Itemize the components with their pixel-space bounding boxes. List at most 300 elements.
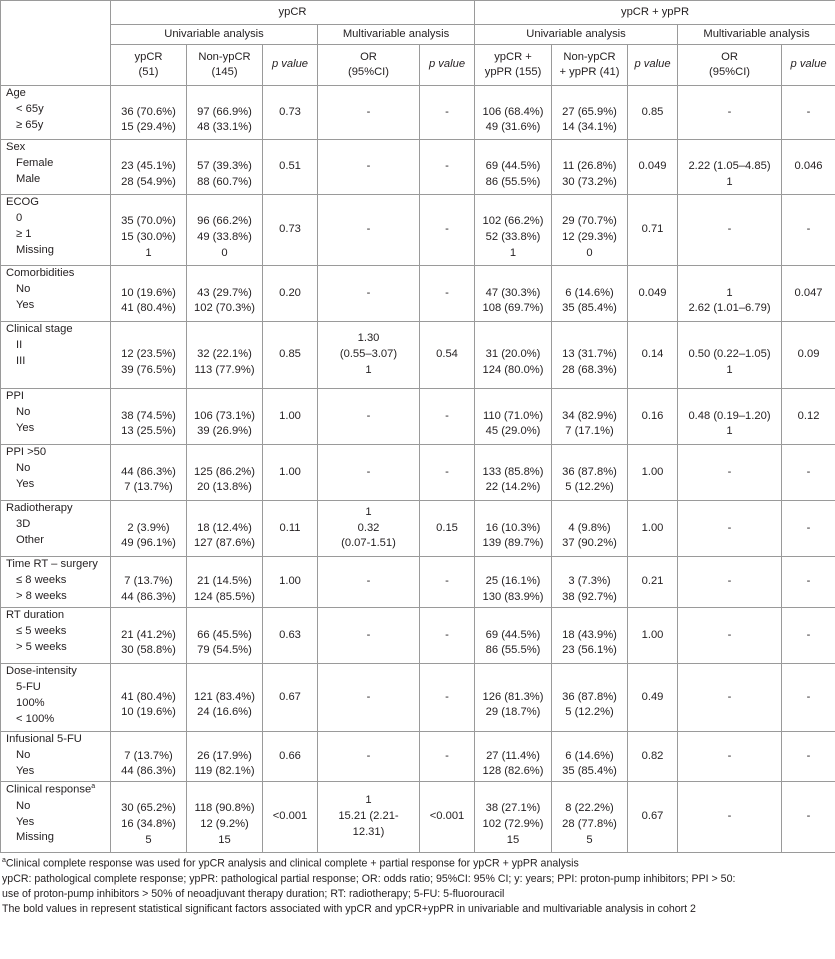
ypcr-ypr-count-line (477, 505, 549, 521)
ypcr-count-line: 35 (70.0%) (121, 215, 176, 228)
table-row (1, 501, 835, 557)
ypcr-count-line (113, 674, 184, 690)
non-ypcr-ypr-count-line: 14 (34.1%) (562, 121, 617, 134)
odds-ratio (678, 732, 782, 782)
ypcr-count-line (113, 733, 184, 749)
ypcr-ypr-count (475, 445, 552, 501)
p-value: 0.67 (263, 664, 318, 732)
ypcr-ypr-count-line (477, 143, 549, 159)
odds-ratio-line (680, 270, 779, 286)
non-ypcr-ypr-count-line: 36 (87.8%) (562, 465, 617, 478)
multivariable-p-value: - (782, 445, 835, 501)
ypcr-count-line (113, 270, 184, 286)
p-value: 1.00 (263, 389, 318, 445)
odds-ratio (678, 501, 782, 557)
odds-ratio-line: 15.21 (2.21- (338, 810, 399, 823)
non-ypcr-ypr-count-line: 30 (73.2%) (562, 175, 617, 188)
variable-category: Yes (16, 815, 35, 828)
variable-name: Sex (6, 141, 26, 153)
non-ypcr-count-line: 79 (54.5%) (197, 644, 252, 657)
non-ypcr-ypr-count-line: 29 (70.7%) (562, 215, 617, 228)
ypcr-count (111, 140, 187, 195)
non-ypcr-count (187, 195, 263, 266)
table-row (1, 557, 835, 608)
multivariable-header-2: Multivariable analysis (678, 25, 835, 45)
ypcr-count-line: 41 (80.4%) (121, 690, 176, 703)
p-value: 0.85 (628, 86, 678, 140)
ypcr-ypr-count-line: 45 (29.0%) (485, 425, 541, 438)
variable-name: Dose-intensity (6, 665, 77, 677)
ypcr-count-line (113, 785, 184, 801)
footnote-marker: a (91, 783, 96, 790)
p-value: 0.67 (628, 782, 678, 853)
odds-ratio (678, 86, 782, 140)
variable-category: No (16, 282, 31, 295)
non-ypcr-ypr-count-line (554, 270, 625, 286)
non-ypcr-ypr-count-line: 4 (9.8%) (568, 521, 611, 534)
table-row (1, 445, 835, 501)
col-or-2: OR (95%CI) (678, 45, 782, 86)
non-ypcr-count-line: 106 (73.1%) (194, 409, 255, 422)
ypcr-ypr-count-line: 25 (16.1%) (485, 575, 541, 588)
odds-ratio (678, 608, 782, 664)
non-ypcr-count-line: 43 (29.7%) (197, 286, 252, 299)
non-ypcr-count-line (189, 674, 260, 690)
ypcr-count-line: 36 (70.6%) (121, 105, 176, 118)
odds-ratio (318, 501, 420, 557)
non-ypcr-ypr-count (552, 732, 628, 782)
non-ypcr-ypr-count (552, 322, 628, 389)
table-row (1, 140, 835, 195)
table-row (1, 322, 835, 389)
odds-ratio (678, 140, 782, 195)
p-value: 0.21 (628, 557, 678, 608)
ypcr-ypr-count (475, 389, 552, 445)
odds-ratio (678, 389, 782, 445)
ypcr-ypr-count-line: 106 (68.4%) (482, 105, 544, 118)
multivariable-p-value: - (420, 664, 475, 732)
variable-category: Yes (16, 298, 35, 311)
ypcr-count-line (113, 505, 184, 521)
ypcr-count (111, 195, 187, 266)
multivariable-p-value: - (782, 732, 835, 782)
ypcr-count-line: 10 (19.6%) (121, 706, 176, 719)
footnote-a: $^a$Clinical complete response was used for ypCR analysis and clinical complete + partial response for ypCR + ypPR analysis (2, 857, 579, 870)
non-ypcr-ypr-count-line: 11 (26.8%) (562, 160, 617, 173)
variable-label (1, 782, 111, 853)
odds-ratio (318, 195, 420, 266)
ypcr-ypr-count-line: 130 (83.9%) (482, 590, 544, 603)
variable-label (1, 445, 111, 501)
variable-name: Infusional 5-FU (6, 733, 82, 745)
odds-ratio-line: - (366, 575, 371, 588)
multivariable-p-value: - (420, 195, 475, 266)
variable-name: Radiotherapy (6, 502, 73, 514)
ypcr-count (111, 782, 187, 853)
p-value: 1.00 (628, 608, 678, 664)
variable-category: 100% (16, 696, 45, 709)
p-value: 1.00 (628, 501, 678, 557)
odds-ratio-line: - (727, 810, 732, 823)
multivariable-p-value: 0.12 (782, 389, 835, 445)
odds-ratio-line: 1 (365, 363, 372, 376)
variable-name: PPI (6, 390, 25, 402)
col-ypcr-ypr: ypCR + ypPR (155) (475, 45, 552, 86)
ypcr-ypr-count (475, 732, 552, 782)
non-ypcr-count (187, 140, 263, 195)
non-ypcr-ypr-count-line: 5 (12.2%) (565, 706, 614, 719)
non-ypcr-count-line: 125 (86.2%) (194, 465, 255, 478)
non-ypcr-count-line (189, 505, 260, 521)
non-ypcr-ypr-count-line (554, 674, 625, 690)
odds-ratio-line: - (727, 223, 732, 236)
non-ypcr-count-line: 119 (82.1%) (194, 765, 255, 778)
table-row (1, 86, 835, 140)
p-value: 0.49 (628, 664, 678, 732)
odds-ratio-line: - (366, 465, 371, 478)
non-ypcr-ypr-count-line: 37 (90.2%) (562, 537, 617, 550)
non-ypcr-ypr-count-line (554, 143, 625, 159)
odds-ratio (318, 732, 420, 782)
ypcr-count-line: 23 (45.1%) (121, 160, 176, 173)
ypcr-ypr-count-line (477, 733, 549, 749)
odds-ratio-line: - (366, 105, 371, 118)
variable-category: ≤ 5 weeks (16, 624, 67, 637)
multivariable-p-value: - (420, 140, 475, 195)
non-ypcr-count-line (189, 449, 260, 465)
ypcr-count-line (113, 143, 184, 159)
p-value: 0.16 (628, 389, 678, 445)
variable-category: > 5 weeks (16, 640, 67, 653)
variable-category: No (16, 461, 31, 474)
variable-category: 0 (16, 211, 23, 224)
ypcr-ypr-count-line (477, 331, 549, 347)
table-row (1, 266, 835, 322)
ypcr-ypr-count-line: 69 (44.5%) (485, 160, 541, 173)
odds-ratio-line: 0.50 (0.22–1.05) (688, 348, 771, 361)
ypcr-count-line: 7 (13.7%) (124, 749, 173, 762)
variable-label (1, 557, 111, 608)
ypcr-count (111, 389, 187, 445)
variable-category: Missing (16, 831, 54, 844)
footnote-bold-values: The bold values in represent statistical significant factors associated with ypCR and ypCR+ypPR in univariable and multivariable analysis in cohort 2 (2, 902, 696, 915)
ypcr-ypr-count-line: 133 (85.8%) (482, 465, 544, 478)
variable-name: Comorbidities (6, 267, 75, 279)
non-ypcr-ypr-count-line: 13 (31.7%) (562, 348, 617, 361)
non-ypcr-count (187, 557, 263, 608)
non-ypcr-count-line: 24 (16.6%) (197, 706, 252, 719)
multivariable-p-value: - (420, 266, 475, 322)
non-ypcr-ypr-count-line: 3 (7.3%) (568, 575, 611, 588)
non-ypcr-count-line (189, 393, 260, 409)
odds-ratio-line: - (366, 628, 371, 641)
ypcr-ypr-count-line: 1 (509, 246, 517, 259)
ypcr-ypr-count-line: 22 (14.2%) (485, 481, 541, 494)
ypcr-ypr-count-line: 102 (66.2%) (482, 215, 544, 228)
ypcr-count-line: 2 (3.9%) (127, 521, 170, 534)
non-ypcr-count-line: 124 (85.5%) (194, 590, 255, 603)
non-ypcr-ypr-count-line: 8 (22.2%) (565, 802, 614, 815)
non-ypcr-ypr-count-line (554, 331, 625, 347)
multivariable-header-1: Multivariable analysis (318, 25, 475, 45)
ypcr-ypr-count (475, 664, 552, 732)
ypcr-ypr-count-line: 29 (18.7%) (485, 706, 541, 719)
variable-name: RT duration (6, 609, 65, 621)
non-ypcr-count-line (189, 143, 260, 159)
odds-ratio-line: - (727, 105, 732, 118)
ypcr-count-line: 13 (25.5%) (121, 425, 176, 438)
odds-ratio-line: 1.30 (357, 332, 380, 345)
non-ypcr-ypr-count-line: 38 (92.7%) (562, 590, 617, 603)
ypcr-ypr-count (475, 501, 552, 557)
p-value: <0.001 (263, 782, 318, 853)
ypcr-count (111, 445, 187, 501)
odds-ratio (318, 86, 420, 140)
univariable-header-2: Univariable analysis (475, 25, 678, 45)
non-ypcr-count-line (189, 89, 260, 105)
ypcr-count-line: 15 (30.0%) (121, 231, 176, 243)
variable-name: Clinical response$^a$ (6, 783, 96, 796)
odds-ratio (678, 322, 782, 389)
variable-label (1, 195, 111, 266)
odds-ratio (318, 664, 420, 732)
non-ypcr-ypr-count-line: 28 (77.8%) (562, 818, 617, 830)
ypcr-ypr-count (475, 557, 552, 608)
ypcr-ypr-count-line (477, 198, 549, 214)
multivariable-p-value: 0.54 (420, 322, 475, 389)
ypcr-ypr-count-line: 110 (71.0%) (482, 409, 544, 422)
ypcr-count-line (113, 89, 184, 105)
ypcr-count-line: 5 (145, 833, 152, 846)
multivariable-p-value: - (420, 732, 475, 782)
non-ypcr-ypr-count-line (554, 733, 625, 749)
non-ypcr-ypr-count-line: 5 (12.2%) (565, 481, 614, 494)
ypcr-ypr-count-line: 139 (89.7%) (482, 537, 544, 550)
ypcr-ypr-count-line: 86 (55.5%) (485, 644, 541, 657)
ypcr-ypr-count-line (477, 393, 549, 409)
non-ypcr-ypr-count (552, 140, 628, 195)
non-ypcr-ypr-count-line (554, 89, 625, 105)
ypcr-count-line (113, 558, 184, 574)
non-ypcr-count (187, 608, 263, 664)
non-ypcr-count-line (189, 785, 260, 801)
odds-ratio (678, 195, 782, 266)
non-ypcr-ypr-count-line: 28 (68.3%) (562, 363, 617, 376)
ypcr-ypr-count-line: 31 (20.0%) (485, 348, 541, 361)
ypcr-ypr-count (475, 322, 552, 389)
variable-label (1, 86, 111, 140)
multivariable-p-value: - (782, 86, 835, 140)
multivariable-p-value: - (782, 557, 835, 608)
table-row (1, 608, 835, 664)
ypcr-count-line: 28 (54.9%) (121, 175, 176, 188)
ypcr-ypr-count (475, 266, 552, 322)
non-ypcr-ypr-count-line: 35 (85.4%) (562, 765, 617, 778)
non-ypcr-count-line: 88 (60.7%) (197, 175, 252, 188)
ypcr-ypr-count (475, 608, 552, 664)
non-ypcr-ypr-count (552, 557, 628, 608)
p-value: 0.73 (263, 86, 318, 140)
ypcr-count-line (113, 331, 184, 347)
non-ypcr-count-line: 118 (90.8%) (194, 802, 255, 815)
ypcr-count (111, 322, 187, 389)
odds-ratio-line: 1 (726, 286, 733, 299)
non-ypcr-count-line: 39 (26.9%) (197, 425, 252, 438)
group-ypcr-ypr-header: ypCR + ypPR (475, 1, 835, 25)
odds-ratio-line: 12.31) (352, 825, 385, 838)
p-value: 0.73 (263, 195, 318, 266)
ypcr-count-line: 49 (96.1%) (121, 537, 176, 550)
ypcr-ypr-count (475, 140, 552, 195)
non-ypcr-ypr-count (552, 445, 628, 501)
non-ypcr-ypr-count (552, 664, 628, 732)
ypcr-ypr-count-line: 108 (69.7%) (482, 302, 544, 315)
variable-category: Missing (16, 243, 54, 256)
ypcr-count (111, 732, 187, 782)
col-mpvalue-1: p value (420, 45, 475, 86)
p-value: 0.82 (628, 732, 678, 782)
p-value: 0.51 (263, 140, 318, 195)
ypcr-ypr-count-line: 124 (80.0%) (482, 363, 544, 376)
variable-category: ≥ 65y (16, 118, 44, 131)
ypcr-ypr-count-line: 49 (31.6%) (485, 121, 541, 134)
col-ypcr: ypCR (51) (111, 45, 187, 86)
non-ypcr-count-line: 127 (87.6%) (194, 537, 255, 550)
non-ypcr-count (187, 664, 263, 732)
univariable-header-1: Univariable analysis (111, 25, 318, 45)
table-row (1, 664, 835, 732)
non-ypcr-ypr-count-line: 34 (82.9%) (562, 409, 617, 422)
ypcr-count-line: 30 (65.2%) (121, 802, 176, 815)
non-ypcr-count-line: 57 (39.3%) (197, 160, 252, 173)
odds-ratio-line: 1 (726, 425, 733, 438)
non-ypcr-ypr-count-line: 27 (65.9%) (562, 105, 617, 118)
non-ypcr-count-line: 15 (218, 833, 231, 846)
non-ypcr-count-line: 96 (66.2%) (197, 215, 252, 228)
odds-ratio-line: - (366, 690, 371, 703)
ypcr-ypr-count-line: 128 (82.6%) (482, 765, 544, 778)
variable-category: II (16, 338, 23, 351)
variable-category: 5-FU (16, 680, 41, 693)
ypcr-count-line: 41 (80.4%) (121, 302, 176, 315)
odds-ratio-line: 2.62 (1.01–6.79) (688, 302, 771, 315)
odds-ratio-line: - (366, 749, 371, 762)
non-ypcr-count-line (189, 733, 260, 749)
variable-category: ≥ 1 (16, 227, 32, 240)
ypcr-count-line: 30 (58.8%) (121, 644, 176, 657)
odds-ratio-line (680, 331, 779, 347)
odds-ratio-line: - (727, 521, 732, 534)
odds-ratio (678, 445, 782, 501)
ypcr-count-line (113, 393, 184, 409)
p-value: 0.20 (263, 266, 318, 322)
ypcr-ypr-count-line (477, 449, 549, 465)
variable-category: No (16, 748, 31, 761)
non-ypcr-count-line (189, 612, 260, 628)
odds-ratio (318, 389, 420, 445)
odds-ratio-line: (0.07-1.51) (341, 537, 396, 550)
variable-name: ECOG (6, 196, 39, 208)
ypcr-count-line: 16 (34.8%) (121, 818, 176, 830)
non-ypcr-ypr-count-line: 0 (586, 246, 593, 259)
odds-ratio-line: 1 (726, 363, 733, 376)
ypcr-count-line: 15 (29.4%) (121, 121, 176, 134)
odds-ratio-line (680, 143, 779, 159)
multivariable-p-value: - (782, 195, 835, 266)
table-footnotes (0, 853, 835, 917)
ypcr-count-line: 7 (13.7%) (124, 575, 173, 588)
ypcr-ypr-count-line (477, 612, 549, 628)
odds-ratio (678, 557, 782, 608)
odds-ratio-line: - (366, 409, 371, 422)
ypcr-ypr-count (475, 86, 552, 140)
ypcr-count-line: 10 (19.6%) (121, 286, 176, 299)
non-ypcr-ypr-count-line: 5 (586, 833, 593, 846)
multivariable-p-value: 0.046 (782, 140, 835, 195)
non-ypcr-ypr-count-line: 35 (85.4%) (562, 302, 617, 315)
non-ypcr-count-line (189, 331, 260, 347)
variable-category: Male (16, 172, 41, 185)
ypcr-count (111, 86, 187, 140)
odds-ratio (318, 140, 420, 195)
corner-cell (1, 1, 111, 86)
non-ypcr-ypr-count-line: 7 (17.1%) (565, 425, 614, 438)
ypcr-ypr-count-line: 102 (72.9%) (482, 818, 544, 830)
multivariable-p-value: - (782, 501, 835, 557)
multivariable-p-value: - (782, 608, 835, 664)
p-value: 0.14 (628, 322, 678, 389)
odds-ratio-line: - (366, 223, 371, 236)
p-value: 0.049 (628, 140, 678, 195)
ypcr-count-line (113, 198, 184, 214)
col-non-ypcr-ypr: Non-ypCR + ypPR (41) (552, 45, 628, 86)
odds-ratio-line: 1 (365, 505, 372, 518)
odds-ratio (318, 782, 420, 853)
ypcr-ypr-count-line: 16 (10.3%) (485, 521, 541, 534)
footnote-abbreviations: ypCR: pathological complete response; ypPR: pathological partial response; OR: odds ratio; 95%CI: 95% CI; y: years; PPI: proton-pump inhibitors; PPI > 50: use of proton-pump inhibitors > 50% of neoadjuvant therapy duration; RT: radiotherapy; 5-FU: 5-fluorouracil (2, 872, 736, 900)
odds-ratio (318, 557, 420, 608)
non-ypcr-ypr-count-line (554, 198, 625, 214)
non-ypcr-count-line (189, 270, 260, 286)
non-ypcr-count-line: 102 (70.3%) (194, 302, 255, 315)
non-ypcr-count (187, 266, 263, 322)
ypcr-count-line: 12 (23.5%) (121, 348, 176, 361)
odds-ratio-line: 0.32 (357, 521, 380, 534)
ypcr-count-line (113, 449, 184, 465)
non-ypcr-count (187, 86, 263, 140)
variable-name: Age (6, 87, 26, 99)
odds-ratio (318, 608, 420, 664)
non-ypcr-count-line: 97 (66.9%) (197, 105, 252, 118)
p-value: 1.00 (263, 557, 318, 608)
non-ypcr-count-line: 20 (13.8%) (197, 481, 252, 494)
ypcr-count (111, 664, 187, 732)
col-pvalue-2: p value (628, 45, 678, 86)
ypcr-count-line: 7 (13.7%) (124, 481, 173, 494)
variable-label (1, 664, 111, 732)
odds-ratio-line: - (366, 286, 371, 299)
ypcr-ypr-count-line (477, 270, 549, 286)
ypcr-count-line: 44 (86.3%) (121, 465, 176, 478)
non-ypcr-ypr-count-line (554, 558, 625, 574)
ypcr-count-line: 39 (76.5%) (121, 363, 176, 376)
p-value: 1.00 (628, 445, 678, 501)
multivariable-p-value: 0.047 (782, 266, 835, 322)
ypcr-ypr-count-line: 69 (44.5%) (485, 628, 541, 641)
non-ypcr-count-line (189, 198, 260, 214)
non-ypcr-count-line: 121 (83.4%) (194, 690, 255, 703)
non-ypcr-count-line: 12 (9.2%) (200, 818, 249, 830)
